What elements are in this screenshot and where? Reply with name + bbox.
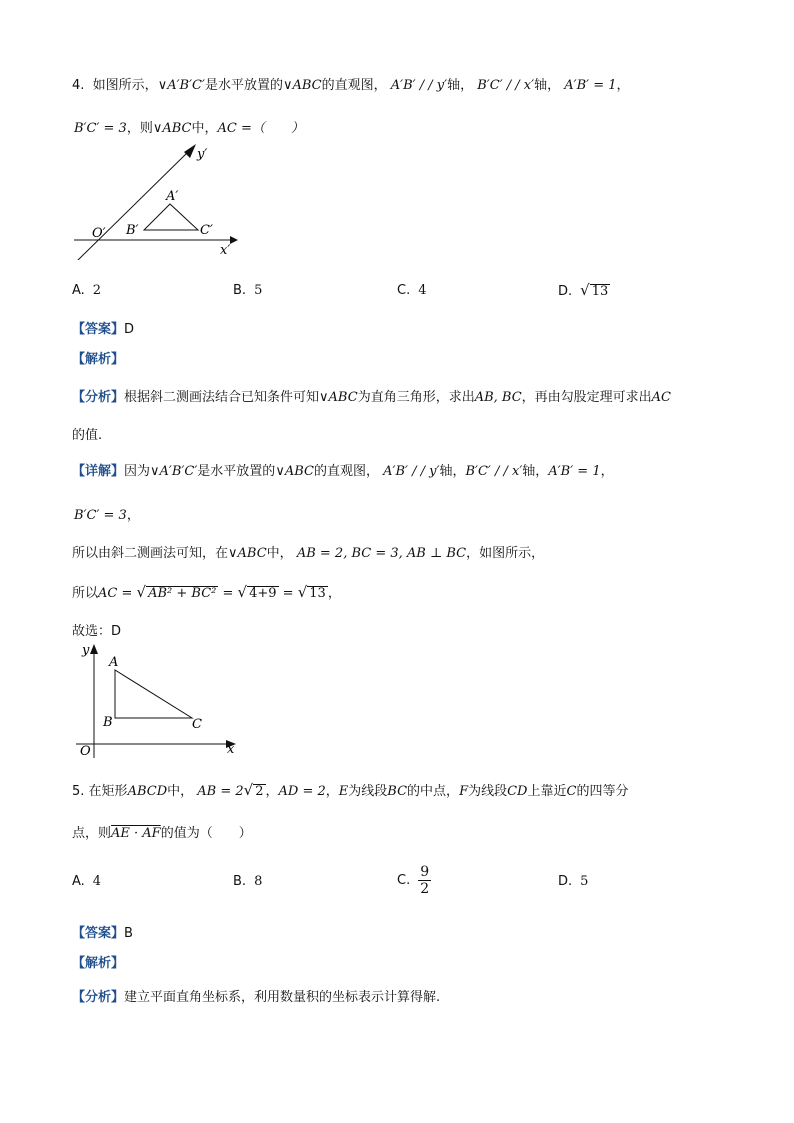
q4-option-c[interactable]	[397, 283, 427, 298]
xiangjie-math: AC =	[98, 586, 133, 601]
label-a-prime: A′	[166, 189, 179, 204]
q5-number: 5.	[72, 784, 85, 799]
q5-math: C	[566, 784, 577, 799]
xiangjie-text: 所以	[72, 586, 99, 601]
label-x-prime: x′	[220, 243, 231, 258]
q5-vector-product: AE · AF	[111, 826, 161, 841]
q5-math: F	[459, 784, 469, 799]
q5-stem-text: 上靠近	[527, 784, 567, 799]
xiangjie-math: 13	[309, 586, 326, 601]
q5-stem-line1	[72, 780, 628, 799]
x-prime-arrow-icon	[230, 236, 238, 244]
q4-question: AC =（ ）	[217, 121, 304, 136]
answer-value: B	[124, 926, 133, 941]
q5-math: AB = 2	[197, 784, 244, 799]
q4-right-triangle-figure	[70, 640, 245, 760]
y-prime-arrow-icon	[184, 144, 196, 158]
q5-analysis-tag	[72, 952, 124, 971]
q4-xiangjie-line3	[72, 542, 544, 561]
q4-analysis-tag	[72, 348, 124, 367]
label-o: O	[80, 744, 91, 759]
q4-fenxi-line2	[72, 424, 102, 443]
q5-answer	[72, 922, 133, 941]
label-c-prime: C′	[200, 223, 213, 238]
label-a: A	[109, 655, 119, 670]
q4-xiangjie-line4: 所以AC = √ AB² + BC² = √ 4+9 = √ 13 ，	[72, 583, 341, 601]
q4-stem-text: ，	[616, 78, 630, 93]
q4-xiangjie-line2	[74, 504, 140, 523]
option-value: 4	[418, 283, 427, 298]
q5-math: CD	[507, 784, 528, 799]
q4-option-a[interactable]	[72, 283, 101, 298]
option-label: D.	[558, 284, 573, 299]
q4-triangle: ∨ABC	[152, 121, 192, 136]
fraction-numerator: 9	[420, 864, 430, 880]
analysis-tag: 【解析】	[72, 956, 125, 971]
q4-guxuan	[72, 620, 121, 639]
q4-condition-bc-parallel-x: B′C′ / / x′	[477, 78, 535, 93]
q4-stem-text: 如图所示，	[92, 78, 158, 93]
q4-option-d[interactable]	[558, 281, 610, 299]
q5-stem-text: 为线段	[348, 784, 388, 799]
xiangjie-text: ，	[126, 508, 140, 523]
q5-stem-line2	[72, 822, 252, 841]
q4-stem-line2	[74, 117, 304, 136]
analysis-tag: 【解析】	[72, 352, 125, 367]
q4-triangle-prime: ∨A′B′C′	[157, 78, 205, 93]
answer-tag: 【答案】	[72, 322, 125, 337]
xiangjie-text: 的直观图，	[313, 464, 379, 479]
q4-stem-text: ，则	[126, 121, 153, 136]
q4-condition-ab-length: A′B′ = 1	[548, 464, 601, 479]
label-b: B	[103, 715, 113, 730]
guxuan-text: 故选：D	[72, 624, 122, 639]
q5-option-b[interactable]	[233, 874, 262, 889]
sqrt-icon: √	[243, 781, 254, 799]
q5-fenxi	[72, 986, 440, 1005]
label-c: C	[192, 717, 202, 732]
triangle-abc	[115, 670, 192, 718]
q4-condition-bc-parallel-x: B′C′ / / x′	[465, 464, 523, 479]
q4-fenxi-line1	[72, 386, 671, 405]
q4-condition-bc-length: B′C′ = 3	[74, 508, 127, 523]
option-value: 13	[591, 284, 609, 299]
xiangjie-text: ，	[327, 586, 341, 601]
label-x: x	[227, 742, 235, 757]
option-value: 5	[254, 283, 263, 298]
y-prime-axis	[76, 150, 190, 260]
q4-triangle: ∨ABC	[282, 78, 322, 93]
sqrt-icon: √	[237, 583, 248, 601]
q5-math: ABCD	[127, 784, 168, 799]
q5-stem-text: 的值为（ ）	[160, 826, 252, 841]
xiangjie-tag: 【详解】	[72, 464, 125, 479]
q4-stem-text: 中，	[191, 121, 218, 136]
option-label: C.	[397, 283, 411, 298]
label-y: y	[82, 643, 90, 658]
fenxi-tag: 【分析】	[72, 390, 125, 405]
q5-option-a[interactable]	[72, 874, 101, 889]
q4-stem-text: 轴，	[534, 78, 561, 93]
option-label: B.	[233, 283, 247, 298]
fenxi-tag: 【分析】	[72, 990, 125, 1005]
q5-math: BC	[387, 784, 408, 799]
q5-stem-text: 的中点，	[407, 784, 460, 799]
q5-option-c[interactable]	[397, 864, 431, 897]
fenxi-text: 为直角三角形，求出	[357, 390, 475, 405]
answer-tag: 【答案】	[72, 926, 125, 941]
label-b-prime: B′	[126, 223, 139, 238]
q4-condition-bc-length: B′C′ = 3	[74, 121, 127, 136]
q4-triangle: ∨ABC	[228, 546, 267, 561]
option-label: D.	[558, 874, 573, 889]
y-arrow-icon	[90, 644, 98, 654]
fenxi-text: ，再由勾股定理可求出	[521, 390, 652, 405]
option-fraction	[418, 864, 431, 897]
q4-stem-line1	[72, 74, 630, 93]
sqrt-icon: √	[580, 281, 590, 299]
q5-math: AD = 2	[278, 784, 326, 799]
xiangjie-text: 因为	[124, 464, 151, 479]
fraction-denominator: 2	[420, 881, 430, 897]
q5-stem-text: 中，	[167, 784, 194, 799]
q4-answer	[72, 318, 134, 337]
q4-stem-text: 是水平放置的	[204, 78, 283, 93]
label-o-prime: O′	[92, 226, 106, 241]
q5-math: E	[338, 784, 349, 799]
xiangjie-text: ，	[600, 464, 614, 479]
q4-triangle-prime: ∨A′B′C′	[150, 464, 198, 479]
q5-stem-text: 的四等分	[576, 784, 629, 799]
fenxi-math: AB, BC	[474, 390, 522, 405]
option-value: 4	[92, 874, 102, 889]
xiangjie-text: 是水平放置的	[197, 464, 276, 479]
option-label: A.	[72, 283, 85, 298]
option-label: B.	[233, 874, 247, 889]
q4-condition-ab-parallel-y: A′B′ / / y′	[390, 78, 448, 93]
fenxi-text: 根据斜二测画法结合已知条件可知	[124, 390, 320, 405]
q4-condition-ab-parallel-y: A′B′ / / y′	[383, 464, 440, 479]
q4-oblique-figure	[66, 140, 246, 260]
option-label: C.	[397, 873, 411, 888]
fenxi-text: 建立平面直角坐标系，利用数量积的坐标表示计算得解.	[124, 990, 441, 1005]
xiangjie-math: AB = 2, BC = 3, AB ⊥ BC	[296, 546, 467, 561]
q5-stem-text: 为线段	[468, 784, 508, 799]
q4-stem-text: 的直观图，	[321, 78, 387, 93]
q4-triangle: ∨ABC	[319, 390, 358, 405]
q5-stem-text: ，	[265, 784, 279, 799]
xiangjie-text: ，如图所示，	[466, 546, 545, 561]
option-value: 8	[254, 874, 263, 889]
option-value: 2	[92, 283, 102, 298]
xiangjie-math: 4+9	[249, 586, 277, 601]
xiangjie-text: 轴，	[439, 464, 466, 479]
xiangjie-text: 轴，	[522, 464, 549, 479]
sqrt-icon: √	[136, 583, 147, 601]
xiangjie-math: AB² + BC²	[148, 586, 217, 601]
fenxi-math: AC	[651, 390, 672, 405]
q4-option-b[interactable]	[233, 283, 262, 298]
xiangjie-text: 中，	[266, 546, 293, 561]
q5-stem-text: 在矩形	[88, 784, 128, 799]
q5-stem-text: 点，则	[72, 826, 112, 841]
option-value: 5	[580, 874, 589, 889]
q4-number: 4.	[72, 78, 85, 93]
q4-stem-text: 轴，	[447, 78, 474, 93]
q4-condition-ab-length: A′B′ = 1	[564, 78, 617, 93]
sqrt-icon: √	[297, 583, 308, 601]
triangle-abc-prime	[144, 204, 198, 230]
fenxi-text: 的值.	[72, 428, 103, 443]
label-y-prime: y′	[197, 147, 208, 162]
option-label: A.	[72, 874, 85, 889]
q4-triangle: ∨ABC	[275, 464, 314, 479]
q4-xiangjie-line1	[72, 460, 614, 479]
answer-value: D	[124, 322, 135, 337]
q5-stem-text: ，	[325, 784, 339, 799]
q5-math: 2	[255, 784, 264, 799]
q5-option-d[interactable]	[558, 874, 588, 889]
xiangjie-text: 所以由斜二测画法可知，在	[72, 546, 229, 561]
